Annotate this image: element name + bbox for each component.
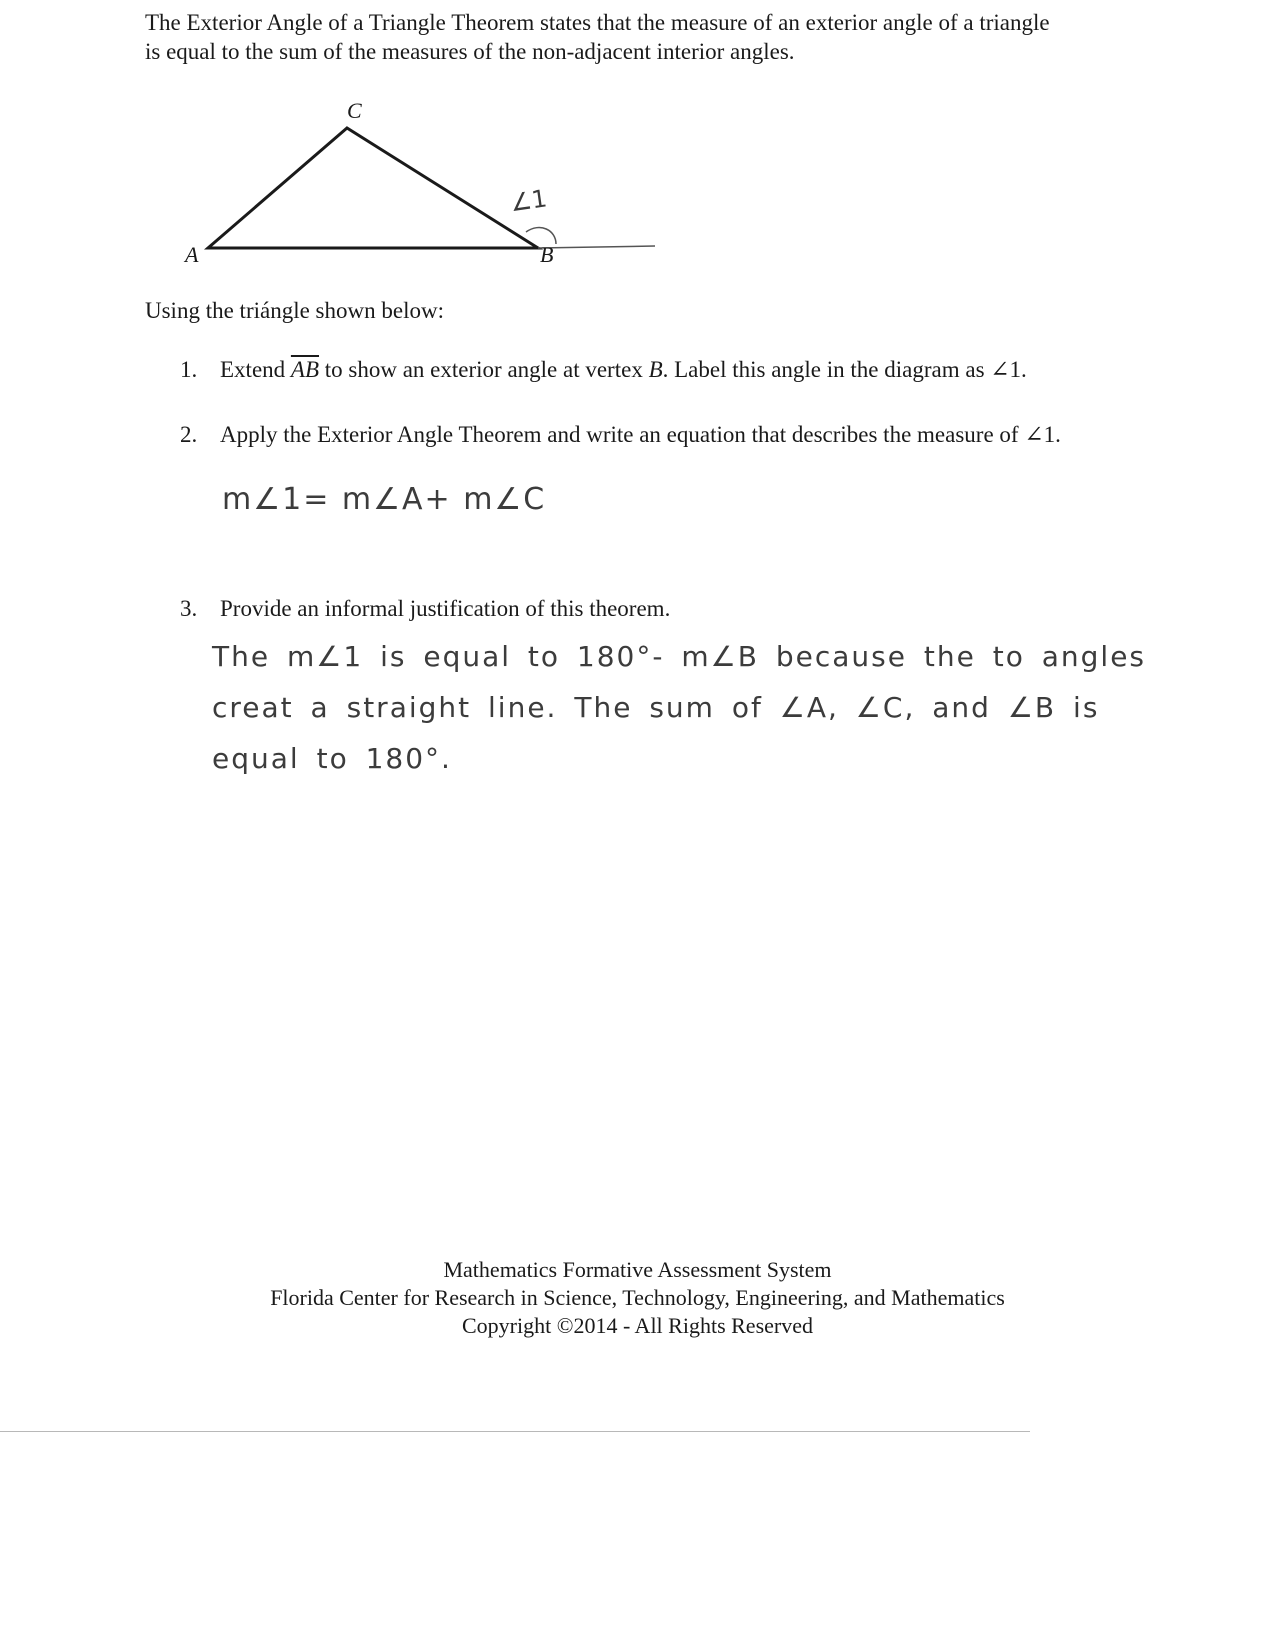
handwritten-answer-2: m∠1= m∠A+ m∠C bbox=[222, 482, 547, 517]
question-number: 3. bbox=[180, 596, 198, 621]
footer-line: Florida Center for Research in Science, Technology, Engineering, and Mathematics bbox=[270, 1285, 1005, 1310]
page-footer bbox=[0, 1256, 1275, 1340]
triangle-diagram bbox=[0, 0, 700, 290]
vertex-label-c: C bbox=[347, 98, 362, 123]
question-number: 2. bbox=[180, 422, 198, 447]
vertex-label-b: B bbox=[540, 242, 554, 267]
angle-1-label: ∠1 bbox=[508, 184, 549, 218]
page-divider bbox=[0, 1431, 1030, 1432]
vertex-label-a: A bbox=[185, 242, 199, 267]
question-text: Apply the Exterior Angle Theorem and write an equation that describes the measure of ∠1. bbox=[220, 422, 1061, 447]
extended-segment bbox=[538, 246, 655, 248]
handwritten-answer-3 bbox=[212, 631, 1172, 784]
question-2 bbox=[180, 421, 1100, 449]
instructions-prompt: Using the triángle shown below: bbox=[145, 298, 444, 323]
answer-line: The m∠1 is equal to 180°- m∠B because the to angles bbox=[212, 640, 1147, 673]
question-number: 1. bbox=[180, 357, 198, 382]
footer-line: Mathematics Formative Assessment System bbox=[443, 1257, 832, 1282]
question-text: Provide an informal justification of this theorem. bbox=[220, 596, 671, 621]
triangle-abc bbox=[208, 128, 538, 248]
answer-line: creat a straight line. The sum of ∠A, ∠C, and ∠B is bbox=[212, 691, 1100, 724]
question-3 bbox=[180, 595, 1100, 623]
theorem-statement: The Exterior Angle of a Triangle Theorem states that the measure of an exterior angle of a triangle is equal to the sum of the measures of the non-adjacent interior angles. bbox=[145, 10, 1050, 64]
segment-ab: $\overline{AB}$ bbox=[290, 357, 320, 382]
answer-line: equal to 180°. bbox=[212, 742, 452, 775]
footer-line: Copyright ©2014 - All Rights Reserved bbox=[462, 1313, 813, 1338]
vertex-name: B bbox=[648, 357, 663, 382]
question-1: 1. Extend $\overline{AB}$ to show an exterior angle at vertex B. Label this angle in the diagram as ∠1. bbox=[180, 357, 1027, 382]
